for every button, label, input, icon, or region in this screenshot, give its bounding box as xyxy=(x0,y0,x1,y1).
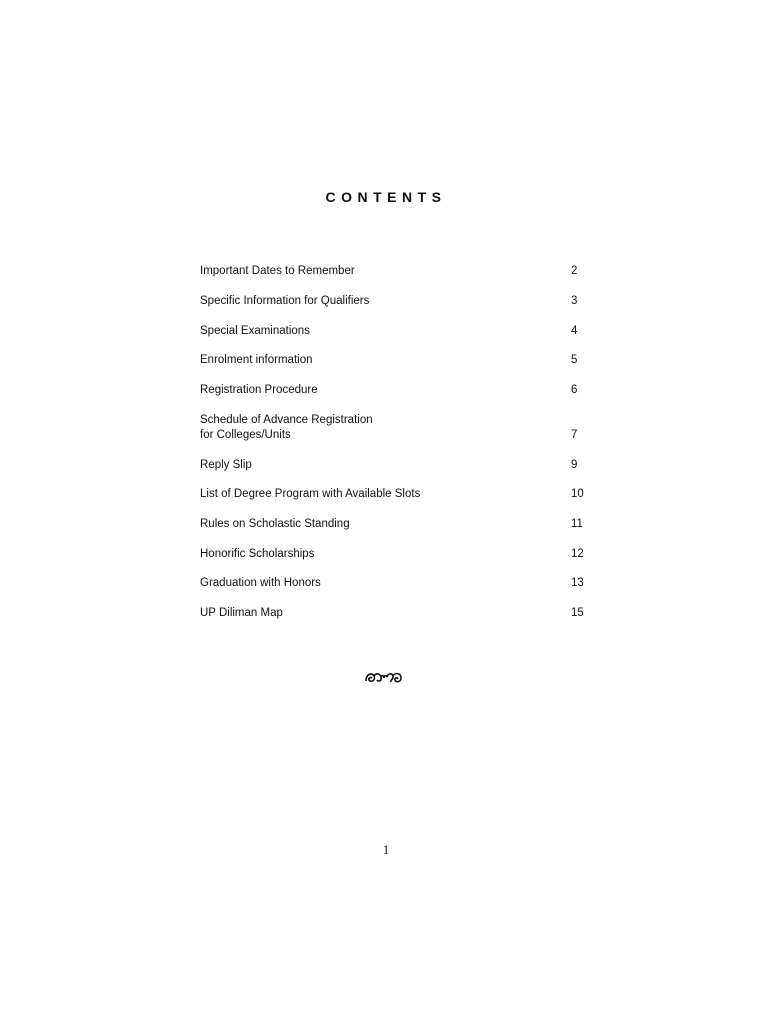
toc-entry-label-line: Schedule of Advance Registration xyxy=(200,414,373,426)
toc-entry-page-number: 4 xyxy=(571,325,578,337)
toc-entry-label-line: Reply Slip xyxy=(200,459,252,471)
toc-entry-label xyxy=(200,547,540,562)
toc-entry-label xyxy=(200,294,540,309)
toc-entry-label xyxy=(200,383,540,398)
toc-entry-label xyxy=(200,606,540,621)
fleuron-ornament-icon xyxy=(0,666,768,685)
toc-entry-page-number: 11 xyxy=(571,518,583,530)
page-title: CONTENTS xyxy=(325,189,447,205)
toc-entry-label xyxy=(200,458,540,473)
page-number: 1 xyxy=(382,842,390,857)
toc-entry-page-number: 5 xyxy=(571,354,578,366)
toc-entry-label xyxy=(200,487,540,502)
toc-entry-page-number: 2 xyxy=(571,265,578,277)
toc-entry-label-line: Honorific Scholarships xyxy=(200,548,315,560)
toc-entry-label xyxy=(200,576,540,591)
toc-entry-page-number: 3 xyxy=(571,295,578,307)
toc-entry-label-line: Graduation with Honors xyxy=(200,577,321,589)
toc-entry-page-number: 6 xyxy=(571,384,578,396)
toc-entry-page-number: 7 xyxy=(571,429,578,441)
toc-entry-label xyxy=(200,413,540,443)
toc-entry-label xyxy=(200,264,540,279)
toc-entry-label-line: Special Examinations xyxy=(200,325,310,337)
toc-entry-label xyxy=(200,517,540,532)
toc-entry-page-number: 10 xyxy=(571,488,584,500)
toc-entry-label xyxy=(200,353,540,368)
toc-entry-label-line: UP Diliman Map xyxy=(200,607,283,619)
toc-entry-label-line: Enrolment information xyxy=(200,354,313,366)
toc-entry-label-line: Specific Information for Qualifiers xyxy=(200,295,370,307)
toc-entry-label-line: for Colleges/Units xyxy=(200,429,291,441)
toc-entry-label-line: Registration Procedure xyxy=(200,384,318,396)
toc-entry-page-number: 12 xyxy=(571,548,584,560)
toc-entry-page-number: 15 xyxy=(571,607,584,619)
toc-entry-label xyxy=(200,324,540,339)
toc-entry-label-line: Important Dates to Remember xyxy=(200,265,355,277)
toc-entry-page-number: 13 xyxy=(571,577,584,589)
fleuron-ornament-icon xyxy=(363,669,405,685)
toc-entry-label-line: Rules on Scholastic Standing xyxy=(200,518,350,530)
toc-entry-page-number: 9 xyxy=(571,459,578,471)
toc-entry-label-line: List of Degree Program with Available Slots xyxy=(200,488,421,500)
